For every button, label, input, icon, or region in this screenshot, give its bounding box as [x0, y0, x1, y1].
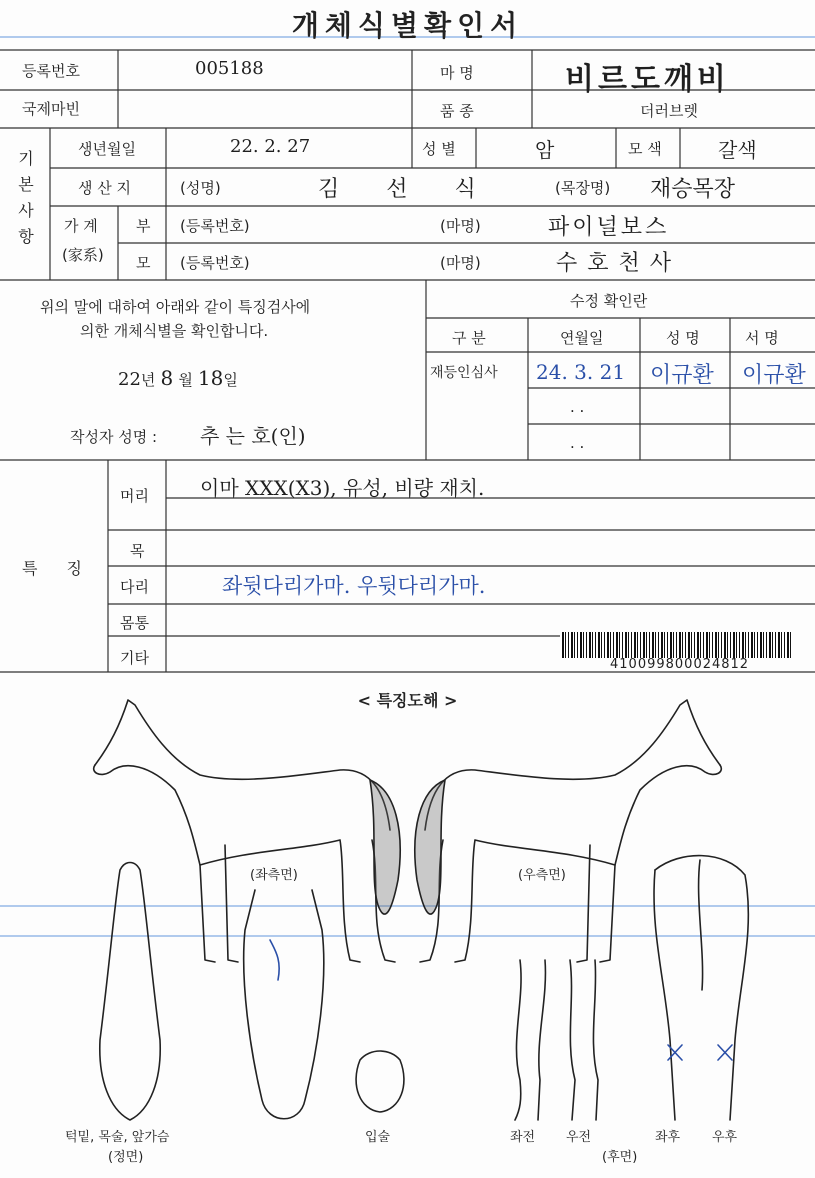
rear-view-icon [654, 856, 748, 1120]
sex-value: 암 [535, 138, 555, 162]
reg-no-value: 005188 [195, 58, 264, 79]
date-day: 18 [197, 366, 224, 390]
diagram-title: < 특징도해 > [357, 691, 458, 710]
confirm-text-2: 의한 개체식별을 확인합니다. [80, 322, 269, 340]
dam-name-value: 수호천사 [556, 251, 682, 276]
sire-name-value: 파이널보스 [548, 215, 670, 240]
date-month: 8 [160, 366, 174, 390]
dam-regno-label: (등록번호) [180, 254, 250, 272]
fore-right-caption: 우전 [566, 1130, 592, 1145]
lineage-hanja: (家系) [62, 246, 104, 264]
dam-label: 모 [136, 254, 151, 272]
coat-label: 모 색 [628, 140, 662, 158]
front-caption: 턱밑, 목술, 앞가슴 [65, 1130, 170, 1145]
confirm-text-1: 위의 말에 대하여 아래와 같이 특징검사에 [40, 298, 311, 316]
date-year-unit: 년 [140, 371, 156, 389]
sire-regno-label: (등록번호) [180, 217, 250, 235]
revision-header-name: 성 명 [666, 329, 700, 347]
horse-name-label: 마 명 [440, 64, 474, 82]
front-sub-caption: (정면) [108, 1150, 144, 1165]
feature-leg-value: 좌뒷다리가마. 우뒷다리가마. [222, 574, 486, 598]
revision-header-date: 연월일 [560, 329, 604, 347]
ranch-label: (목장명) [555, 179, 611, 197]
birth-label: 생년월일 [78, 140, 136, 158]
breed-label: 품 종 [440, 102, 474, 120]
fore-left-caption: 좌전 [510, 1130, 536, 1145]
revision-row-type: 재등인심사 [430, 365, 498, 381]
feature-leg-label: 다리 [120, 578, 149, 596]
sire-name-label: (마명) [440, 217, 481, 235]
sire-label: 부 [136, 217, 151, 235]
origin-label: 생 산 지 [78, 179, 132, 197]
lineage-label: 가 계 [64, 217, 98, 235]
revision-row-date-empty: . . [570, 434, 585, 452]
feature-etc-label: 기타 [120, 649, 149, 667]
lips-icon [356, 1051, 404, 1112]
birth-value: 22. 2. 27 [230, 136, 311, 157]
revision-header-sign: 서 명 [745, 329, 779, 347]
features-section-label: 특 징 [22, 559, 94, 578]
coat-value: 갈색 [718, 138, 757, 162]
ranch-value: 재승목장 [650, 177, 736, 202]
right-side-horse-icon [415, 700, 722, 962]
revision-row-date: 24. 3. 21 [536, 360, 626, 384]
feature-head-label: 머리 [120, 487, 149, 505]
document-title: 개체식별확인서 [291, 9, 524, 42]
horse-name-value: 비르도깨비 [565, 62, 730, 97]
revision-title: 수정 확인란 [570, 292, 648, 310]
front-chest-view-icon [100, 863, 160, 1121]
feature-head-value: 이마 XXX(X3), 유성, 비량 재치. [200, 476, 485, 500]
hind-right-caption: 우후 [712, 1130, 738, 1145]
reg-no-label: 등록번호 [22, 62, 80, 80]
date-year: 22 [118, 369, 141, 390]
sex-label: 성 별 [422, 140, 456, 158]
intl-label: 국제마빈 [22, 100, 80, 118]
dam-name-label: (마명) [440, 254, 481, 272]
head-front-view-icon [244, 890, 324, 1119]
date-day-unit: 일 [223, 371, 238, 389]
hind-left-caption: 좌후 [655, 1130, 681, 1145]
basic-section-label: 기본사항 [18, 149, 34, 246]
author-label: 작성자 성명 : [70, 428, 158, 446]
revision-row-sign: 이규환 [742, 363, 806, 388]
front-legs-view-icon [515, 960, 598, 1120]
revision-header-type: 구 분 [452, 329, 486, 347]
breed-value: 더러브렛 [640, 102, 698, 120]
owner-name-value: 김 선 식 [318, 177, 496, 202]
owner-name-label: (성명) [180, 179, 221, 197]
feature-body-label: 몸통 [120, 614, 149, 632]
barcode-number: 410099800024812 [610, 657, 750, 672]
revision-row-date-empty: . . [570, 398, 585, 416]
author-value: 추 는 호(인) [200, 424, 306, 448]
revision-row-name: 이규환 [650, 363, 714, 388]
feature-neck-label: 목 [130, 542, 145, 560]
right-side-caption: (우측면) [518, 868, 566, 883]
date-month-unit: 월 [178, 371, 193, 389]
left-side-caption: (좌측면) [250, 868, 298, 883]
lips-caption: 입술 [365, 1130, 391, 1145]
rear-sub-caption: (후면) [602, 1150, 638, 1165]
